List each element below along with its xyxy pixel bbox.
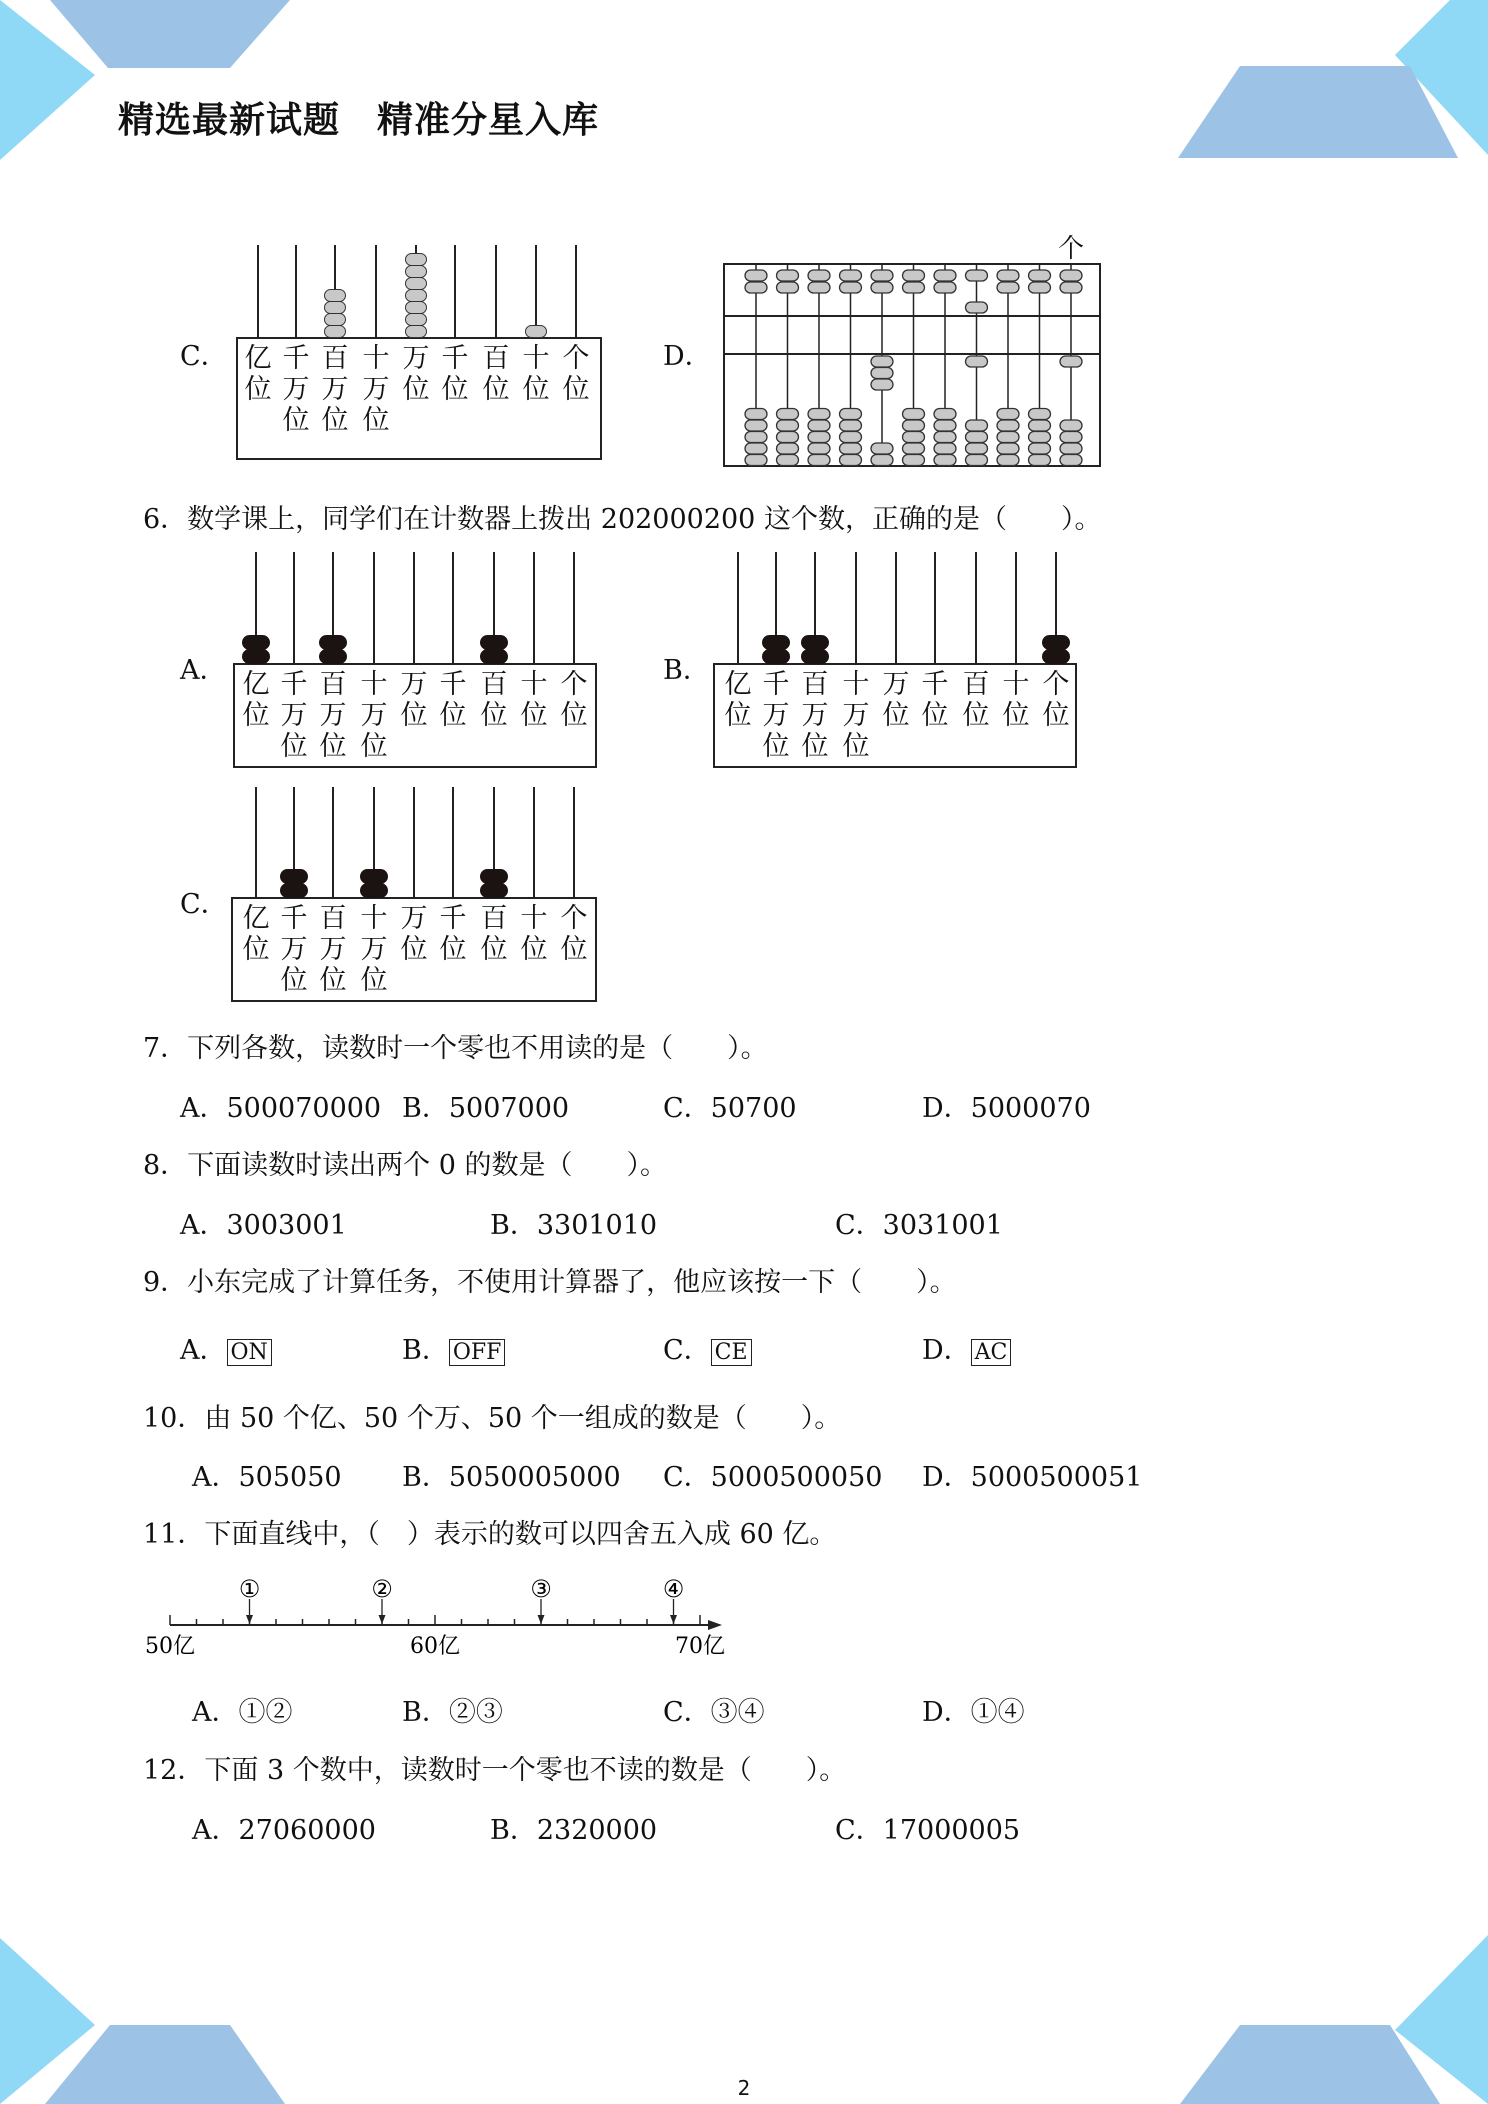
place-value-label: 千 (762, 669, 790, 700)
abacus-bead (405, 289, 427, 302)
abacus-bead (777, 432, 799, 443)
place-value-label: 位 (520, 700, 548, 731)
place-value-label: 位 (360, 731, 388, 762)
abacus-bead (808, 409, 830, 420)
abacus-bead (966, 302, 988, 313)
abacus-bead (903, 432, 925, 443)
abacus-rod (934, 552, 936, 663)
abacus-bead (777, 420, 799, 431)
abacus-bead (777, 443, 799, 454)
number-line-marker: ② (371, 1575, 393, 1603)
abacus-bead (808, 443, 830, 454)
abacus-bead (966, 420, 988, 431)
place-value-label: 万 (319, 934, 347, 965)
q9-stem: 9．小东完成了计算任务，不使用计算器了，他应该按一下（ ）。 (143, 1267, 957, 1298)
q5-option-c-label: C． (180, 341, 228, 372)
deco-top-left-trapezoid (50, 0, 290, 68)
place-value-label: 十 (360, 669, 388, 700)
abacus-rod (413, 552, 415, 663)
place-value-label: 亿 (724, 669, 752, 700)
q12-stem: 12．下面 3 个数中，读数时一个零也不读的数是（ ）。 (143, 1755, 847, 1786)
page-number: 2 (737, 2076, 751, 2100)
abacus-rod (895, 552, 897, 663)
place-value-label: 位 (244, 374, 272, 405)
abacus-bead (871, 282, 893, 293)
number-line-marker: ③ (530, 1575, 552, 1603)
abacus-bead (966, 443, 988, 454)
abacus-bead (360, 869, 388, 884)
abacus-bead (903, 455, 925, 466)
q10-stem: 10．由 50 个亿、50 个万、50 个一组成的数是（ ）。 (143, 1403, 842, 1434)
abacus-bead (840, 409, 862, 420)
place-value-label: 千 (441, 343, 469, 374)
abacus-bead (903, 420, 925, 431)
place-value-label: 万 (282, 374, 310, 405)
place-value-label: 位 (520, 934, 548, 965)
abacus-bead (934, 443, 956, 454)
deco-top-right-trapezoid (1178, 66, 1458, 158)
place-value-label: 位 (522, 374, 550, 405)
place-value-label: 位 (962, 700, 990, 731)
abacus-bead (280, 883, 308, 898)
q10-option-b[interactable]: B．5050005000 (402, 1462, 621, 1493)
q6-option-a-label: A． (180, 655, 227, 686)
place-value-label: 千 (280, 903, 308, 934)
place-value-label: 位 (321, 405, 349, 436)
abacus-bead (777, 455, 799, 466)
q12-option-b[interactable]: B．2320000 (490, 1815, 658, 1846)
abacus-bead (1060, 443, 1082, 454)
place-value-label: 十 (842, 669, 870, 700)
abacus-bead (840, 282, 862, 293)
place-value-label: 百 (801, 669, 829, 700)
q7-option-d[interactable]: D．5000070 (922, 1093, 1091, 1124)
abacus-bead (808, 420, 830, 431)
abacus-bead (480, 883, 508, 898)
q8-option-c[interactable]: C．3031001 (835, 1210, 1003, 1241)
place-value-label: 位 (441, 374, 469, 405)
marker-arrow-icon (670, 1615, 677, 1624)
q7-option-a[interactable]: A．500070000 (180, 1093, 382, 1124)
abacus-bead (319, 649, 347, 664)
q11-option-a[interactable]: A．①② (192, 1697, 293, 1728)
place-value-label: 个 (1042, 669, 1070, 700)
abacus-bead (1060, 432, 1082, 443)
place-value-label: 千 (921, 669, 949, 700)
abacus-bead (324, 301, 346, 314)
abacus-bead (871, 455, 893, 466)
q9-option-c-label: C． (663, 1335, 711, 1366)
abacus-bead (405, 253, 427, 266)
abacus-bead (966, 270, 988, 281)
place-value-label: 千 (282, 343, 310, 374)
abacus-bead (997, 409, 1019, 420)
abacus-rod (573, 552, 575, 663)
abacus-bead (360, 883, 388, 898)
marker-arrow-icon (379, 1615, 386, 1624)
abacus-rod (373, 552, 375, 663)
place-value-label: 位 (480, 934, 508, 965)
abacus-bead (840, 420, 862, 431)
place-value-label: 万 (400, 903, 428, 934)
number-line-marker: ① (238, 1575, 261, 1603)
place-value-label: 万 (801, 700, 829, 731)
q11-option-c[interactable]: C．③④ (663, 1697, 765, 1728)
abacus-bead (777, 270, 799, 281)
q8-option-a[interactable]: A．3003001 (180, 1210, 347, 1241)
abacus-rod (332, 787, 334, 897)
q10-option-d[interactable]: D．5000500051 (922, 1462, 1143, 1493)
place-value-label: 千 (439, 669, 467, 700)
abacus-rod (495, 245, 497, 337)
abacus-bead (1042, 635, 1070, 650)
abacus-bead (242, 649, 270, 664)
place-value-label: 百 (319, 903, 347, 934)
place-value-label: 位 (1042, 700, 1070, 731)
place-value-label: 位 (724, 700, 752, 731)
abacus-bead (934, 270, 956, 281)
number-line-marker: ④ (662, 1575, 685, 1603)
off-key-icon: OFF (449, 1339, 506, 1366)
number-line-arrow-icon (708, 1620, 722, 1630)
place-value-label: 十 (520, 903, 548, 934)
q11-option-d[interactable]: D．①④ (922, 1697, 1025, 1728)
place-value-label: 万 (280, 700, 308, 731)
abacus-rod (1015, 552, 1017, 663)
place-value-label: 千 (280, 669, 308, 700)
abacus-rod (257, 245, 259, 337)
abacus-bead (745, 443, 767, 454)
place-value-label: 万 (360, 934, 388, 965)
abacus-bead (934, 420, 956, 431)
place-value-label: 位 (362, 405, 390, 436)
place-value-label: 个 (562, 343, 590, 374)
abacus-bead (1060, 270, 1082, 281)
abacus-bead (903, 270, 925, 281)
abacus-bead (808, 270, 830, 281)
abacus-bead (1060, 455, 1082, 466)
abacus-bead (745, 455, 767, 466)
abacus-bead (762, 649, 790, 664)
place-value-label: 万 (360, 700, 388, 731)
q7-option-b[interactable]: B．5007000 (402, 1093, 570, 1124)
place-value-label: 位 (242, 700, 270, 731)
place-value-label: 百 (482, 343, 510, 374)
marker-arrow-icon (246, 1615, 253, 1624)
abacus-bead (966, 432, 988, 443)
abacus-rod (535, 245, 537, 337)
place-value-label: 亿 (242, 903, 270, 934)
q6-option-c-label: C． (180, 889, 228, 920)
place-value-label: 万 (842, 700, 870, 731)
abacus-bead (997, 443, 1019, 454)
place-value-label: 亿 (242, 669, 270, 700)
abacus-bead (525, 325, 547, 338)
place-value-label: 位 (439, 700, 467, 731)
abacus-bead (762, 635, 790, 650)
abacus-bead (840, 270, 862, 281)
abacus-bead (405, 265, 427, 278)
place-value-label: 位 (400, 700, 428, 731)
place-value-label: 十 (1002, 669, 1030, 700)
abacus-bead (966, 455, 988, 466)
q8-stem: 8．下面读数时读出两个 0 的数是（ ）。 (143, 1150, 668, 1181)
place-value-label: 十 (362, 343, 390, 374)
number-line-label: 50亿 (145, 1634, 195, 1659)
abacus-bead (808, 432, 830, 443)
abacus-bead (1029, 455, 1051, 466)
abacus-bead (480, 635, 508, 650)
place-value-label: 位 (1002, 700, 1030, 731)
abacus-bead (1029, 443, 1051, 454)
abacus-bead (934, 432, 956, 443)
q11-option-b[interactable]: B．②③ (402, 1697, 503, 1728)
abacus-rod (295, 245, 297, 337)
q5-option-d-label: D． (663, 341, 712, 372)
abacus-rod (255, 787, 257, 897)
place-value-label: 万 (882, 669, 910, 700)
abacus-beam (724, 316, 1100, 354)
place-value-label: 十 (522, 343, 550, 374)
abacus-bead (324, 325, 346, 338)
abacus-rod (452, 552, 454, 663)
place-value-label: 位 (280, 965, 308, 996)
q6-option-b-label: B． (663, 655, 710, 686)
abacus-rod (737, 552, 739, 663)
abacus-rod (413, 787, 415, 897)
marker-arrow-icon (538, 1615, 545, 1624)
abacus-bead (997, 455, 1019, 466)
place-value-label: 亿 (244, 343, 272, 374)
place-value-label: 十 (360, 903, 388, 934)
place-value-label: 万 (400, 669, 428, 700)
place-value-label: 万 (762, 700, 790, 731)
q7-stem: 7．下列各数，读数时一个零也不用读的是（ ）。 (143, 1033, 768, 1064)
abacus-bead (997, 432, 1019, 443)
q9-option-d-label: D． (922, 1335, 971, 1366)
abacus-rod (452, 787, 454, 897)
abacus-bead (1029, 270, 1051, 281)
abacus-bead (1042, 649, 1070, 664)
abacus-bead (801, 635, 829, 650)
place-value-label: 位 (400, 934, 428, 965)
abacus-bead (1029, 282, 1051, 293)
place-value-label: 位 (562, 374, 590, 405)
abacus-bead (1029, 420, 1051, 431)
place-value-label: 百 (321, 343, 349, 374)
abacus-bead (808, 282, 830, 293)
abacus-bead (871, 379, 893, 390)
q9-option-a-label: A． (180, 1335, 227, 1366)
place-value-label: 位 (560, 934, 588, 965)
abacus-bead (745, 270, 767, 281)
abacus-bead (903, 409, 925, 420)
place-value-label: 位 (882, 700, 910, 731)
abacus-rod (454, 245, 456, 337)
abacus-rod (533, 552, 535, 663)
place-value-label: 位 (319, 731, 347, 762)
abacus-bead (242, 635, 270, 650)
place-value-label: 万 (321, 374, 349, 405)
abacus-bead (966, 356, 988, 367)
abacus-bead (997, 420, 1019, 431)
abacus-bead (1060, 356, 1082, 367)
abacus-bead (745, 409, 767, 420)
abacus-bead (871, 443, 893, 454)
abacus-bead (801, 649, 829, 664)
ce-key-icon: CE (711, 1339, 752, 1366)
q5-d-top-label: 个 (1058, 234, 1085, 264)
abacus-bead (480, 649, 508, 664)
q9-option-a[interactable] (180, 1328, 272, 1367)
place-value-label: 位 (360, 965, 388, 996)
place-value-label: 百 (962, 669, 990, 700)
place-value-label: 百 (319, 669, 347, 700)
ac-key-icon: AC (971, 1339, 1012, 1366)
q9-option-b-label: B． (402, 1335, 449, 1366)
place-value-label: 位 (560, 700, 588, 731)
place-value-label: 十 (520, 669, 548, 700)
abacus-bead (808, 455, 830, 466)
abacus-bead (745, 420, 767, 431)
abacus-bead (280, 869, 308, 884)
q10-option-c[interactable]: C．5000500050 (663, 1462, 883, 1493)
abacus-bead (324, 289, 346, 302)
abacus-bead (405, 277, 427, 290)
number-line-label: 60亿 (410, 1634, 460, 1659)
q6-stem: 6．数学课上，同学们在计数器上拨出 202000200 这个数，正确的是（ ）。 (143, 504, 1102, 535)
place-value-label: 位 (762, 731, 790, 762)
abacus-bead (997, 282, 1019, 293)
abacus-bead (405, 313, 427, 326)
place-value-label: 千 (439, 903, 467, 934)
abacus-bead (319, 635, 347, 650)
abacus-bead (324, 313, 346, 326)
q5-option-d-abacus[interactable] (722, 262, 1102, 468)
place-value-label: 万 (319, 700, 347, 731)
abacus-bead (934, 409, 956, 420)
on-key-icon: ON (227, 1339, 272, 1366)
place-value-label: 万 (402, 343, 430, 374)
q12-option-a[interactable]: A．27060000 (192, 1815, 376, 1846)
q11-stem: 11．下面直线中，（ ）表示的数可以四舍五入成 60 亿。 (143, 1519, 837, 1550)
abacus-rod (975, 552, 977, 663)
abacus-bead (871, 356, 893, 367)
place-value-label: 位 (439, 934, 467, 965)
abacus-bead (777, 409, 799, 420)
q9-option-b[interactable] (402, 1328, 505, 1367)
q11-number-line (140, 1575, 740, 1665)
abacus-bead (745, 432, 767, 443)
abacus-bead (997, 270, 1019, 281)
abacus-rod (573, 787, 575, 897)
header-title: 精选最新试题 精准分星入库 (118, 100, 600, 141)
place-value-label: 位 (482, 374, 510, 405)
place-value-label: 百 (480, 903, 508, 934)
number-line-label: 70亿 (675, 1634, 725, 1659)
abacus-rod (375, 245, 377, 337)
place-value-label: 位 (282, 405, 310, 436)
place-value-label: 位 (242, 934, 270, 965)
abacus-bead (840, 443, 862, 454)
abacus-bead (903, 282, 925, 293)
q10-option-a[interactable]: A．505050 (192, 1462, 342, 1493)
abacus-rod (855, 552, 857, 663)
abacus-bead (480, 869, 508, 884)
place-value-label: 位 (280, 731, 308, 762)
q9-option-c[interactable] (663, 1328, 752, 1367)
abacus-rod (575, 245, 577, 337)
abacus-bead (745, 282, 767, 293)
place-value-label: 位 (480, 700, 508, 731)
abacus-bead (1029, 409, 1051, 420)
place-value-label: 位 (402, 374, 430, 405)
place-value-label: 位 (842, 731, 870, 762)
abacus-bead (405, 325, 427, 338)
abacus-bead (1060, 282, 1082, 293)
q8-option-b[interactable]: B．3301010 (490, 1210, 658, 1241)
abacus-bead (934, 282, 956, 293)
q12-option-c[interactable]: C．17000005 (835, 1815, 1021, 1846)
abacus-bead (840, 432, 862, 443)
abacus-bead (934, 455, 956, 466)
abacus-bead (1060, 420, 1082, 431)
place-value-label: 位 (921, 700, 949, 731)
abacus-bead (871, 368, 893, 379)
place-value-label: 位 (801, 731, 829, 762)
place-value-label: 个 (560, 903, 588, 934)
abacus-bead (871, 270, 893, 281)
place-value-label: 百 (480, 669, 508, 700)
abacus-bead (1029, 432, 1051, 443)
abacus-bead (903, 443, 925, 454)
place-value-label: 万 (280, 934, 308, 965)
place-value-label: 位 (319, 965, 347, 996)
q9-option-d[interactable] (922, 1328, 1011, 1367)
place-value-label: 万 (362, 374, 390, 405)
abacus-rod (293, 552, 295, 663)
abacus-bead (405, 301, 427, 314)
abacus-bead (840, 455, 862, 466)
abacus-bead (777, 282, 799, 293)
place-value-label: 个 (560, 669, 588, 700)
abacus-rod (533, 787, 535, 897)
q7-option-c[interactable]: C．50700 (663, 1093, 797, 1124)
